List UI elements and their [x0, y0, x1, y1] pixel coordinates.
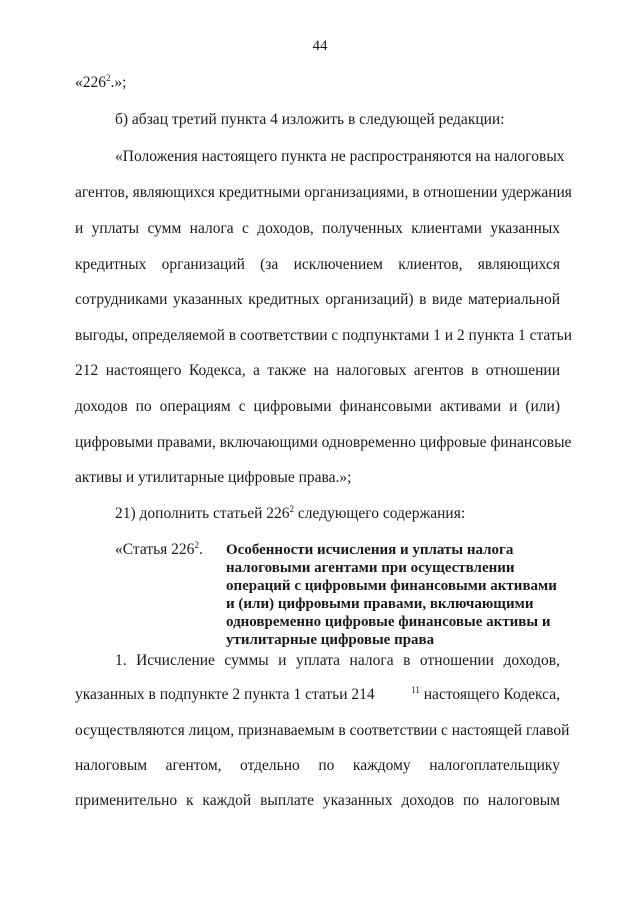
- article-label: «Статья $226^2$.: [115, 540, 203, 558]
- text-line-12: активы и утилитарные цифровые права.»;: [75, 469, 352, 486]
- page-number: 44: [312, 38, 328, 54]
- text-line-17: налоговым агентом, отдельно по каждому налогоплательщику: [75, 757, 560, 774]
- text-line-1: «$226^2$.»;: [75, 73, 127, 91]
- text-line-5: и уплаты сумм налога с доходов, полученных клиентами указанных: [75, 220, 560, 237]
- text-line-13: 21) дополнить статьей $226^2$ следующего содержания:: [115, 504, 466, 522]
- article-title-line: утилитарные цифровые права: [226, 632, 435, 648]
- text-line-4: агентов, являющихся кредитными организациями, в отношении удержания: [75, 184, 572, 201]
- article-title: [226, 541, 566, 649]
- article-title-line: и (или) цифровыми правами, включающими: [226, 596, 534, 612]
- article-title-line: операций с цифровыми финансовыми активами: [226, 578, 557, 594]
- text-line-10: доходов по операциям с цифровыми финансовыми активами и (или): [75, 398, 560, 415]
- text-line-15: указанных в подпункте 2 пункта 1 статьи 214 $^{11}$ настоящего Кодекса,: [75, 685, 560, 703]
- text-line-11: цифровыми правами, включающими одновременно цифровые финансовые: [75, 434, 572, 451]
- text-line-8: выгоды, определяемой в соответствии с подпунктами 1 и 2 пункта 1 статьи: [75, 327, 573, 344]
- text-line-6: кредитных организаций (за исключением клиентов, являющихся: [75, 256, 560, 273]
- article-title-line: Особенности исчисления и уплаты налога: [226, 542, 514, 558]
- text-line-14: 1. Исчисление суммы и уплата налога в отношении доходов,: [115, 652, 560, 669]
- text-line-9: 212 настоящего Кодекса, а также на налоговых агентов в отношении: [75, 362, 560, 379]
- text-line-7: сотрудниками указанных кредитных организаций) в виде материальной: [75, 291, 560, 308]
- text-line-16: осуществляются лицом, признаваемым в соответствии с настоящей главой: [75, 722, 570, 739]
- article-title-line: налоговыми агентами при осуществлении: [226, 560, 515, 576]
- text-line-2: б) абзац третий пункта 4 изложить в следующей редакции:: [115, 111, 505, 128]
- text-line-18: применительно к каждой выплате указанных доходов по налоговым: [75, 792, 560, 809]
- article-title-line: одновременно цифровые финансовые активы и: [226, 614, 551, 630]
- text-line-3: «Положения настоящего пункта не распространяются на налоговых: [115, 148, 565, 165]
